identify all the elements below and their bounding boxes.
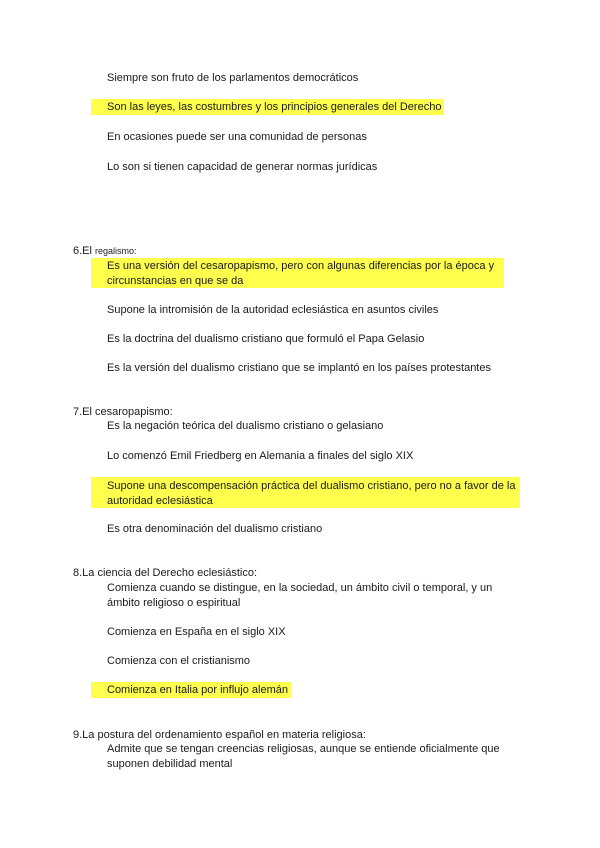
option-text: ámbito religioso o espiritual [107, 597, 241, 609]
option-text: Comienza en España en el siglo XIX [107, 626, 286, 638]
question-title: 8.La ciencia del Derecho eclesiástico: [73, 567, 258, 579]
option-text: suponen debilidad mental [107, 758, 233, 770]
question-number: 6.El [73, 245, 96, 257]
question-title-text: regalismo: [95, 246, 137, 256]
option-text: Comienza con el cristianismo [107, 655, 251, 667]
option-text: Lo comenzó Emil Friedberg en Alemania a finales del siglo XIX [107, 450, 414, 462]
question-title: 9.La postura del ordenamiento español en materia religiosa: [73, 729, 366, 741]
option-text: Es otra denominación del dualismo cristiano [107, 523, 323, 535]
option-text: Comienza cuando se distingue, en la sociedad, un ámbito civil o temporal, y un [107, 582, 493, 594]
option-text: Admite que se tengan creencias religiosas, aunque se entiende oficialmente que [107, 743, 500, 755]
option-text: En ocasiones puede ser una comunidad de personas [107, 131, 367, 143]
question-title [73, 243, 137, 259]
option-text-highlighted: autoridad eclesiástica [107, 495, 213, 507]
option-text: Es la doctrina del dualismo cristiano que formuló el Papa Gelasio [107, 333, 425, 345]
option-text-highlighted: Comienza en Italia por influjo alemán [107, 684, 288, 696]
question-title: 7.El cesaropapismo: [73, 406, 173, 418]
option-text: Siempre son fruto de los parlamentos democráticos [107, 72, 359, 84]
option-text-highlighted: Son las leyes, las costumbres y los principios generales del Derecho [107, 101, 442, 113]
option-text: Es la versión del dualismo cristiano que se implantó en los países protestantes [107, 362, 491, 374]
option-text: Supone la intromisión de la autoridad eclesiástica en asuntos civiles [107, 304, 439, 316]
option-text: Es la negación teórica del dualismo cristiano o gelasiano [107, 420, 384, 432]
option-text-highlighted: Es una versión del cesaropapismo, pero con algunas diferencias por la época y [107, 260, 495, 272]
option-text: Lo son si tienen capacidad de generar normas jurídicas [107, 161, 378, 173]
option-text-highlighted: Supone una descompensación práctica del dualismo cristiano, pero no a favor de la [107, 480, 516, 492]
option-text-highlighted: circunstancias en que se da [107, 275, 244, 287]
